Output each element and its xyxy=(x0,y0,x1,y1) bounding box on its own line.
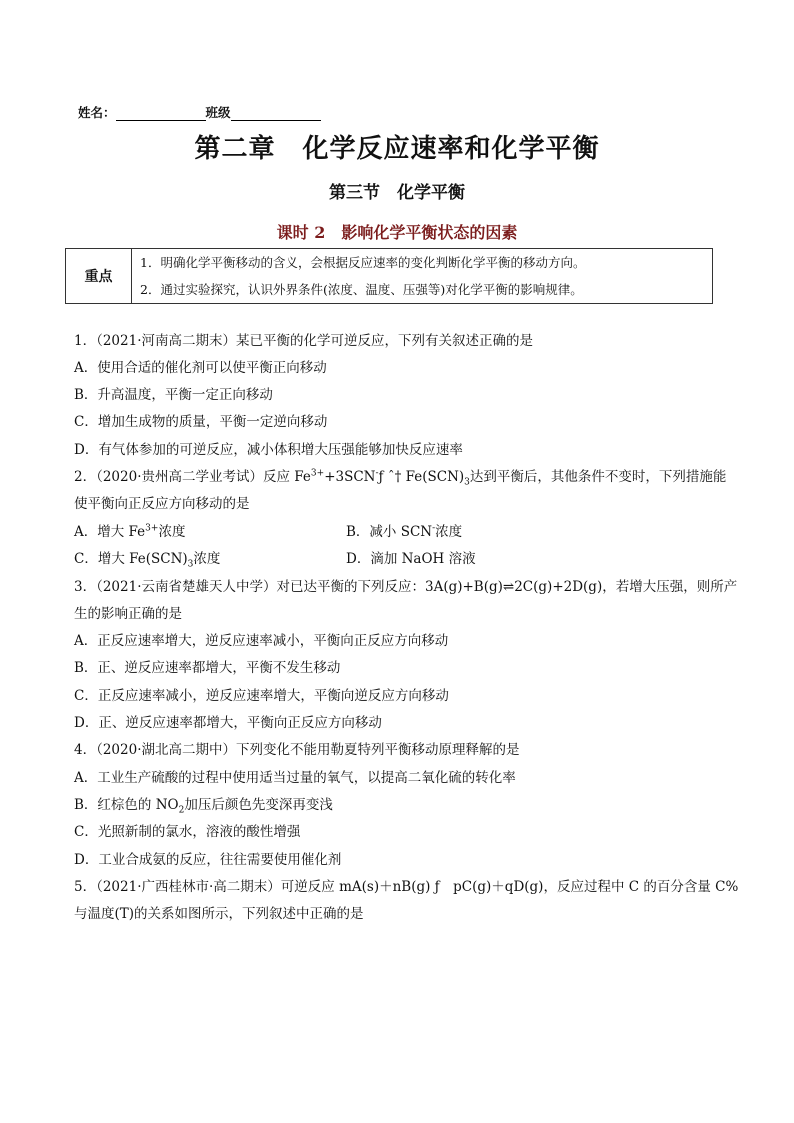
q1-option-d: D．有气体参加的可逆反应，减小体积增大压强能够加快反应速率 xyxy=(74,442,463,458)
q2-stem-part: 达到平衡后，其他条件不变时，下列措施能 xyxy=(469,469,727,485)
key-points-items xyxy=(132,249,713,304)
q2-stem-part: +3SCN xyxy=(324,469,376,485)
key-point-item: 2．通过实验探究，认识外界条件(浓度、温度、压强等)对化学平衡的影响规律。 xyxy=(140,282,583,297)
q2-stem-part: 2．（2020·贵州高二学业考试）反应 Fe xyxy=(74,469,311,485)
key-points-table xyxy=(65,248,713,304)
q2-stem-part: ƒ ˆ† Fe(SCN) xyxy=(378,469,465,485)
q4-option-b-text: 加压后颜色先变深再变浅 xyxy=(184,797,333,813)
q4-stem: 4．（2020·湖北高二期中）下列变化不能用勒夏特列平衡移动原理释解的是 xyxy=(74,742,520,758)
q3-stem-line1: 3．（2021·云南省楚雄天人中学）对已达平衡的下列反应：3A(g)+B(g)⇌2C(g)+2D(g)，若增大压强，则所产 xyxy=(74,579,738,595)
section-title: 第三节 化学平衡 xyxy=(329,183,465,203)
q1-option-c: C．增加生成物的质量，平衡一定逆向移动 xyxy=(74,414,328,430)
q1-option-a: A．使用合适的催化剂可以使平衡正向移动 xyxy=(74,360,327,376)
q2-stem-line1 xyxy=(74,467,726,487)
q2-option-c-subscript: 3 xyxy=(187,559,194,570)
q4-option-b-subscript: 2 xyxy=(178,805,185,816)
q2-option-a-text: 浓度 xyxy=(158,524,186,540)
name-blank[interactable] xyxy=(116,107,206,121)
q2-option-b-text: B．减小 SCN xyxy=(346,524,433,540)
q4-option-d: D．工业合成氨的反应，往往需要使用催化剂 xyxy=(74,852,342,868)
q2-option-a-charge: 3+ xyxy=(145,523,159,534)
key-point-item: 1．明确化学平衡移动的含义，会根据反应速率的变化判断化学平衡的移动方向。 xyxy=(140,255,586,270)
q2-option-a xyxy=(74,522,185,542)
q4-option-b xyxy=(74,795,333,815)
q1-option-b: B．升高温度，平衡一定正向移动 xyxy=(74,387,273,403)
q2-option-c xyxy=(74,549,220,569)
q3-option-a: A．正反应速率增大，逆反应速率减小，平衡向正反应方向移动 xyxy=(74,633,449,649)
q2-option-b-charge: - xyxy=(432,523,436,534)
class-label: 班级 xyxy=(205,105,231,120)
q2-charge: 3+ xyxy=(310,468,325,479)
class-blank[interactable] xyxy=(231,107,321,121)
q2-stem-line2: 使平衡向正反应方向移动的是 xyxy=(74,496,250,512)
q4-option-a: A．工业生产硫酸的过程中使用适当过量的氧气，以提高二氧化硫的转化率 xyxy=(74,770,516,786)
lesson-title: 课时 2 影响化学平衡状态的因素 xyxy=(276,223,518,242)
q2-subscript: 3 xyxy=(464,477,470,488)
q3-stem-line2: 生的影响正确的是 xyxy=(74,606,182,622)
q2-option-a-text: A．增大 Fe xyxy=(74,524,146,540)
q2-option-c-text: C．增大 Fe(SCN) xyxy=(74,551,188,567)
q3-option-b: B．正、逆反应速率都增大，平衡不发生移动 xyxy=(74,660,341,676)
q2-option-b-text: 浓度 xyxy=(435,524,463,540)
q3-option-c: C．正反应速率减小，逆反应速率增大，平衡向逆反应方向移动 xyxy=(74,688,449,704)
q3-option-d: D．正、逆反应速率都增大，平衡向正反应方向移动 xyxy=(74,715,382,731)
q2-option-c-text: 浓度 xyxy=(193,551,221,567)
q4-option-c: C．光照新制的氯水，溶液的酸性增强 xyxy=(74,824,301,840)
q2-option-b xyxy=(346,522,462,542)
key-points-label: 重点 xyxy=(66,249,132,304)
q5-stem-line2: 与温度(T)的关系如图所示，下列叙述中正确的是 xyxy=(74,906,364,922)
q2-option-d: D．滴加 NaOH 溶液 xyxy=(346,551,476,567)
q1-stem: 1．（2021·河南高二期末）某已平衡的化学可逆反应，下列有关叙述正确的是 xyxy=(74,333,533,349)
name-class-line xyxy=(78,103,321,121)
q2-charge: - xyxy=(375,468,379,479)
name-label: 姓名： xyxy=(78,105,116,120)
q5-stem-line1: 5．（2021·广西桂林市·高二期末）可逆反应 mA(s)＋nB(g) ƒ pC(g)＋qD(g)，反应过程中 C 的百分含量 C% xyxy=(74,879,739,895)
chapter-title: 第二章 化学反应速率和化学平衡 xyxy=(194,134,600,164)
q4-option-b-text: B．红棕色的 NO xyxy=(74,797,179,813)
